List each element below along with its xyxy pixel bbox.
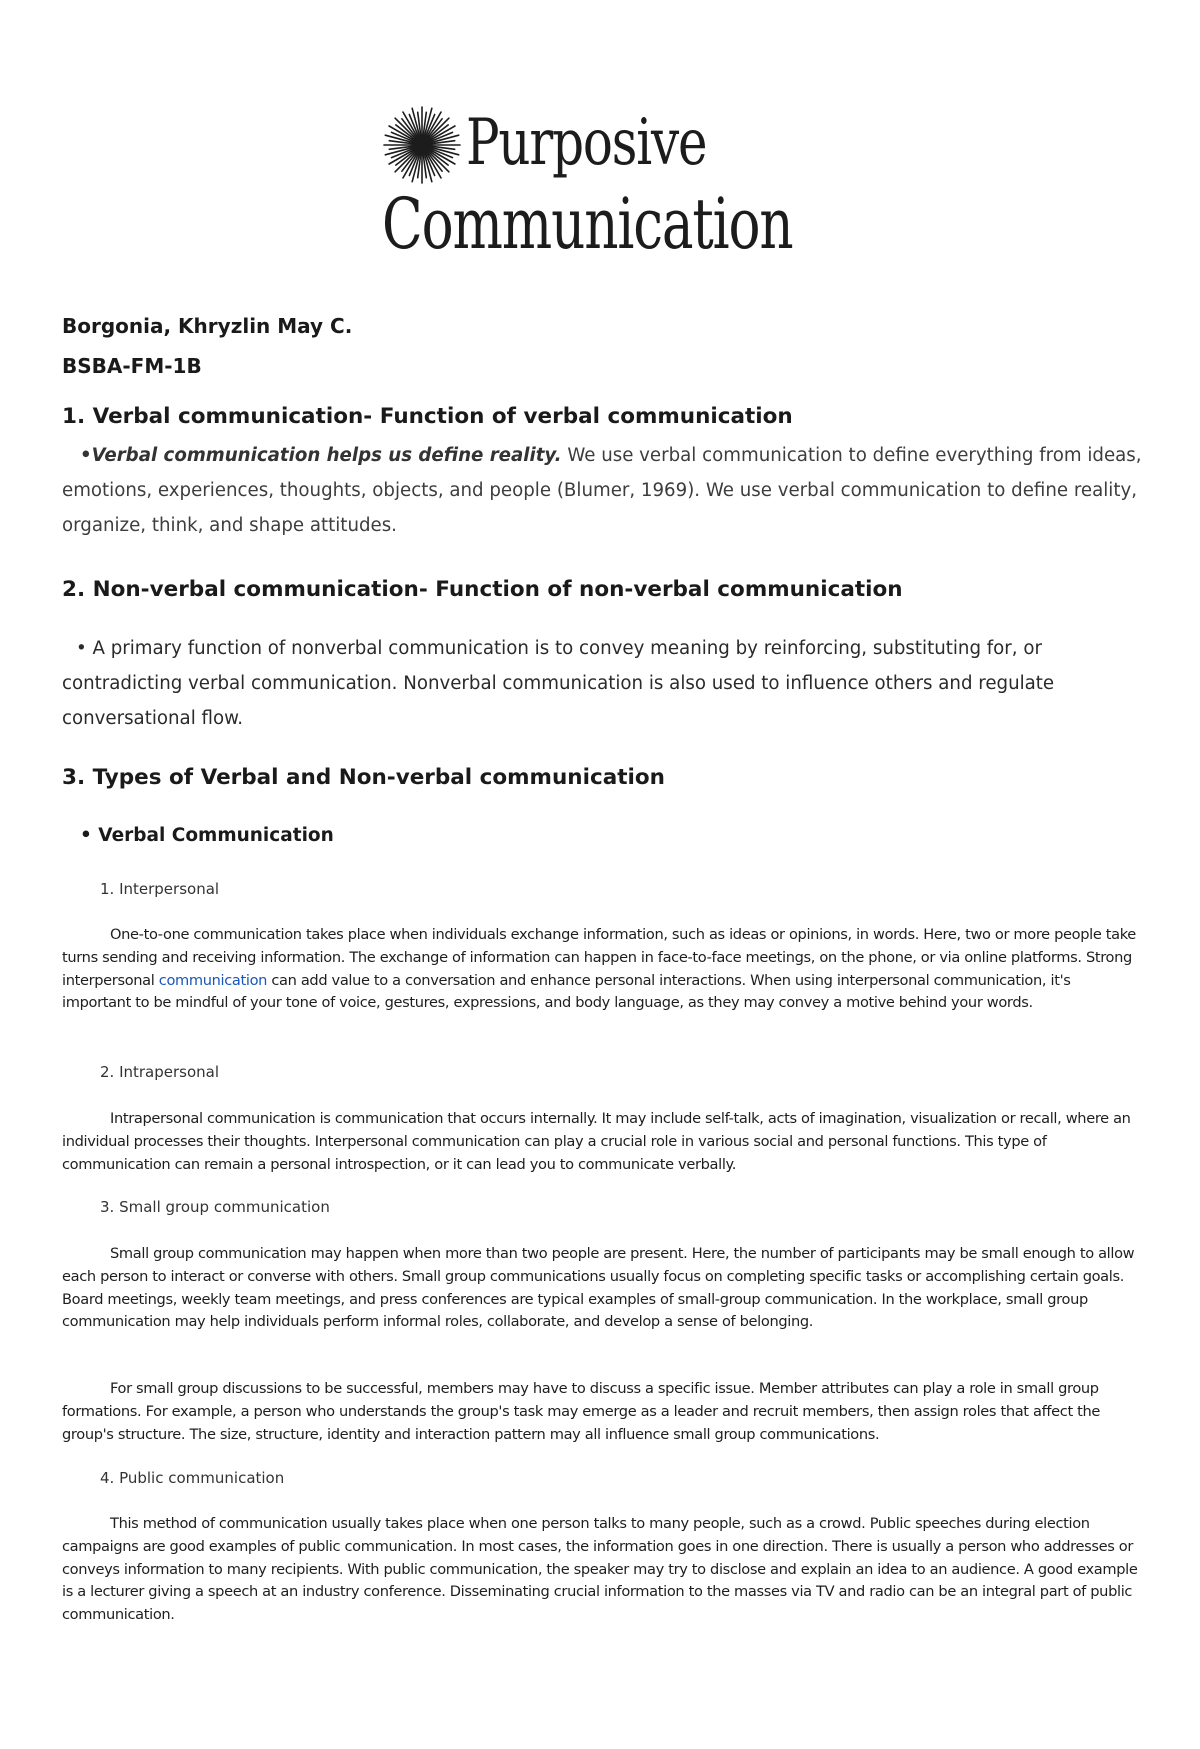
interpersonal-text-b: can add value to a conversation and enhance personal interactions. When using interpersonal communication, it's important to be mindful of your tone of voice, gestures, expressions, and body language, as they may convey a motive behind your words. xyxy=(62,971,1071,1012)
verbal-communication-subheading: • Verbal Communication xyxy=(80,825,334,846)
student-name: Borgonia, Khryzlin May C. xyxy=(62,314,353,338)
item-small-group-title: 3. Small group communication xyxy=(100,1198,330,1216)
section-2-paragraph: • A primary function of nonverbal communication is to convey meaning by reinforcing, substituting for, or contradicting verbal communication. Nonverbal communication is also used to influence others and regulate conversational flow. xyxy=(62,638,1055,729)
item-small-group-paragraph-1: Small group communication may happen when more than two people are present. Here, the number of participants may be small enough to allow each person to interact or converse with others. Small group communications usually focus on completing specific tasks or accomplishing certain goals. Board meetings, weekly team meetings, and press conferences are typical examples of small-group communication. In the workplace, small group communication may help individuals perform informal roles, collaborate, and develop a sense of belonging. xyxy=(62,1245,1135,1331)
item-public-title: 4. Public communication xyxy=(100,1469,285,1487)
item-interpersonal-title: 1. Interpersonal xyxy=(100,880,220,898)
item-interpersonal-paragraph xyxy=(62,924,1142,1015)
logo-title-line1: Purposive xyxy=(466,106,707,180)
communication-link[interactable]: communication xyxy=(158,971,268,989)
section-1-lead: •Verbal communication helps us define reality. xyxy=(80,445,562,466)
student-course: BSBA-FM-1B xyxy=(62,354,202,378)
item-intrapersonal-paragraph: Intrapersonal communication is communication that occurs internally. It may include self-talk, acts of imagination, visualization or recall, where an individual processes their thoughts. Interpersonal communication can play a crucial role in various social and personal functions. This type of communication can remain a personal introspection, or it can lead you to communicate verbally. xyxy=(62,1110,1131,1173)
section-2-heading: 2. Non-verbal communication- Function of non-verbal communication xyxy=(62,577,903,602)
course-logo xyxy=(382,100,822,265)
logo-title-line2: Communication xyxy=(382,183,793,265)
section-1-heading: 1. Verbal communication- Function of verbal communication xyxy=(62,404,793,429)
item-intrapersonal-title: 2. Intrapersonal xyxy=(100,1063,220,1081)
item-small-group-paragraph-2: For small group discussions to be successful, members may have to discuss a specific issue. Member attributes can play a role in small group formations. For example, a person who understands the group's task may emerge as a leader and recruit members, then assign roles that affect the group's structure. The size, structure, identity and interaction pattern may all influence small group communications. xyxy=(62,1380,1101,1443)
item-public-paragraph: This method of communication usually takes place when one person talks to many people, such as a crowd. Public speeches during election campaigns are good examples of public communication. In most cases, the information goes in one direction. There is usually a person who addresses or conveys information to many recipients. With public communication, the speaker may try to disclose and explain an idea to an audience. A good example is a lecturer giving a speech at an industry conference. Disseminating crucial information to the masses via TV and radio can be an integral part of public communication. xyxy=(62,1515,1138,1624)
section-1-body: We use verbal communication to define everything from ideas, emotions, experiences, thoughts, objects, and people (Blumer, 1969). We use verbal communication to define reality, organize, think, and shape attitudes. xyxy=(62,445,1142,536)
section-1-paragraph xyxy=(62,438,1142,543)
section-3-heading: 3. Types of Verbal and Non-verbal communication xyxy=(62,765,665,790)
starburst-icon xyxy=(382,105,462,185)
interpersonal-text-a: One-to-one communication takes place when individuals exchange information, such as ideas or opinions, in words. Here, two or more people take turns sending and receiving information. The exchange of information can happen in face-to-face meetings, on the phone, or via online platforms. Strong interpersonal xyxy=(62,926,1136,989)
